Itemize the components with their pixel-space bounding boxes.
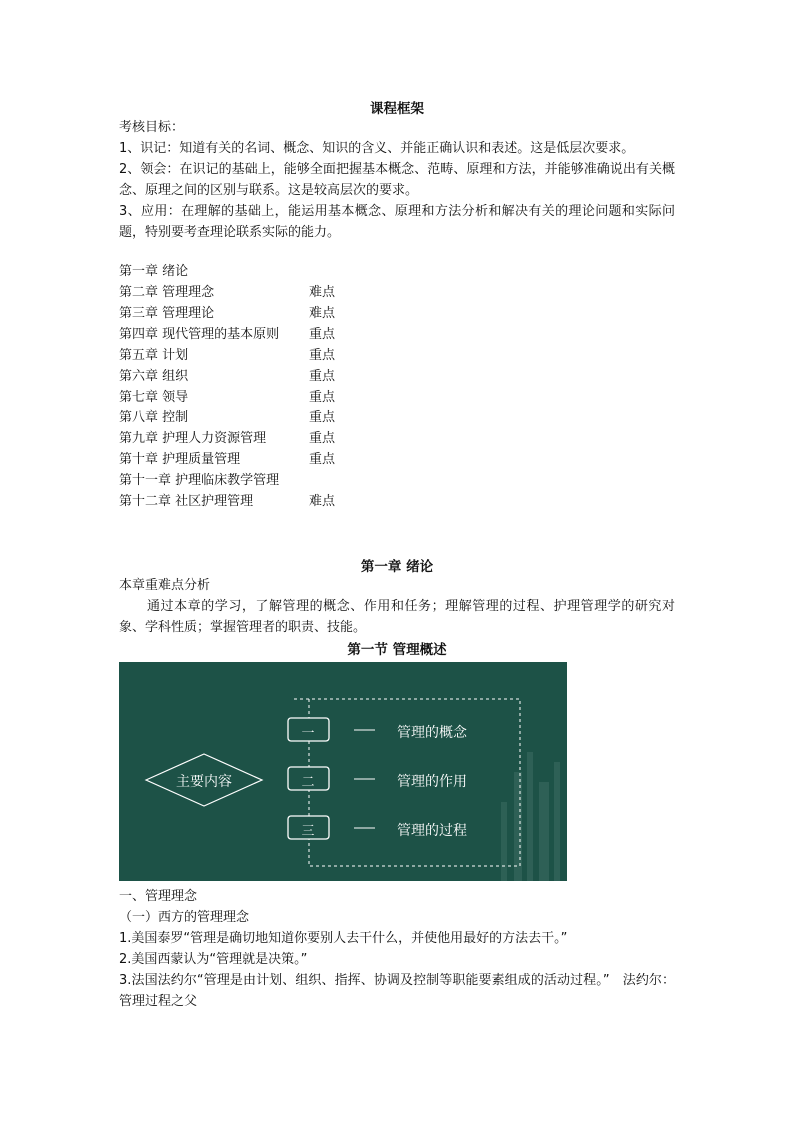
chapter-level: 重点	[309, 327, 336, 342]
chapter-level: 重点	[309, 369, 336, 384]
section-title: 第一节 管理概述	[347, 642, 447, 658]
goal-item-3: 3、应用：在理解的基础上，能运用基本概念、原理和方法分析和解决有关的理论问题和实际问题，特别要考查理论联系实际的能力。	[119, 204, 675, 240]
chapter-row	[119, 450, 336, 470]
goal-item-2: 2、领会：在识记的基础上，能够全面把握基本概念、范畴、原理和方法，并能够准确说出有关概念、原理之间的区别与联系。这是较高层次的要求。	[119, 162, 675, 198]
item-label-role: 管理的作用	[397, 774, 467, 790]
concept-heading: 一、管理理念	[119, 889, 198, 904]
chapter-row	[119, 304, 336, 324]
chapter-name: 第一章 绪论	[119, 264, 189, 279]
chapter-name: 第五章 计划	[119, 348, 189, 363]
concept-item-1: 1.美国泰罗“管理是确切地知道你要别人去干什么，并使他用最好的方法去干。”	[119, 931, 568, 946]
chapter-row	[119, 388, 336, 408]
chapter-row	[119, 471, 279, 491]
main-content-label: 主要内容	[176, 774, 232, 790]
chapter-name: 第四章 现代管理的基本原则	[119, 327, 280, 342]
chapter-name: 第十章 护理质量管理	[119, 452, 241, 467]
chapter-name: 第十二章 社区护理管理	[119, 494, 254, 509]
chapter-name: 第六章 组织	[119, 369, 189, 384]
chapter-name: 第二章 管理理念	[119, 285, 215, 300]
chapter-row	[119, 429, 336, 449]
goals-heading: 考核目标：	[119, 120, 185, 135]
chapter-name: 第九章 护理人力资源管理	[119, 431, 267, 446]
concept-subheading: （一）西方的管理理念	[119, 910, 250, 925]
chapter-name: 第十一章 护理临床教学管理	[119, 473, 280, 488]
chapter-level: 重点	[309, 410, 336, 425]
background-texture	[501, 752, 560, 881]
chapter-level: 难点	[309, 494, 336, 509]
chapter-row	[119, 346, 336, 366]
chapter-row	[119, 492, 336, 512]
chapter-name: 第八章 控制	[119, 410, 189, 425]
chapter-level: 难点	[309, 306, 336, 321]
chapter-level: 重点	[309, 431, 336, 446]
overview-diagram	[119, 662, 567, 881]
chapter-level: 重点	[309, 452, 336, 467]
chapter-level: 重点	[309, 390, 336, 405]
analysis-heading: 本章重难点分析	[119, 578, 211, 593]
item-number-3: 三	[301, 824, 315, 839]
chapter-row	[119, 325, 336, 345]
chapter-row	[119, 408, 336, 428]
concept-item-3: 3.法国法约尔“管理是由计划、组织、指挥、协调及控制等职能要素组成的活动过程。” 法约尔：管理过程之父	[119, 973, 675, 1009]
item-number-1: 一	[301, 726, 315, 741]
chapter-name: 第三章 管理理论	[119, 306, 215, 321]
chapter-level: 重点	[309, 348, 336, 363]
item-label-process: 管理的过程	[397, 823, 467, 839]
framework-title: 课程框架	[370, 101, 424, 117]
chapter1-title: 第一章 绪论	[360, 559, 434, 575]
chapter-row	[119, 283, 336, 303]
chapter-row	[119, 262, 188, 282]
item-label-concept: 管理的概念	[397, 725, 467, 741]
analysis-text: 通过本章的学习，了解管理的概念、作用和任务；理解管理的过程、护理管理学的研究对象、学科性质；掌握管理者的职责、技能。	[119, 599, 675, 635]
chapter-row	[119, 367, 336, 387]
chapter-name: 第七章 领导	[119, 390, 189, 405]
item-number-2: 二	[301, 775, 315, 790]
goal-item-1: 1、识记：知道有关的名词、概念、知识的含义、并能正确认识和表述。这是低层次要求。	[119, 141, 635, 156]
concept-item-2: 2.美国西蒙认为“管理就是决策。”	[119, 952, 308, 967]
chapter-level: 难点	[309, 285, 336, 300]
